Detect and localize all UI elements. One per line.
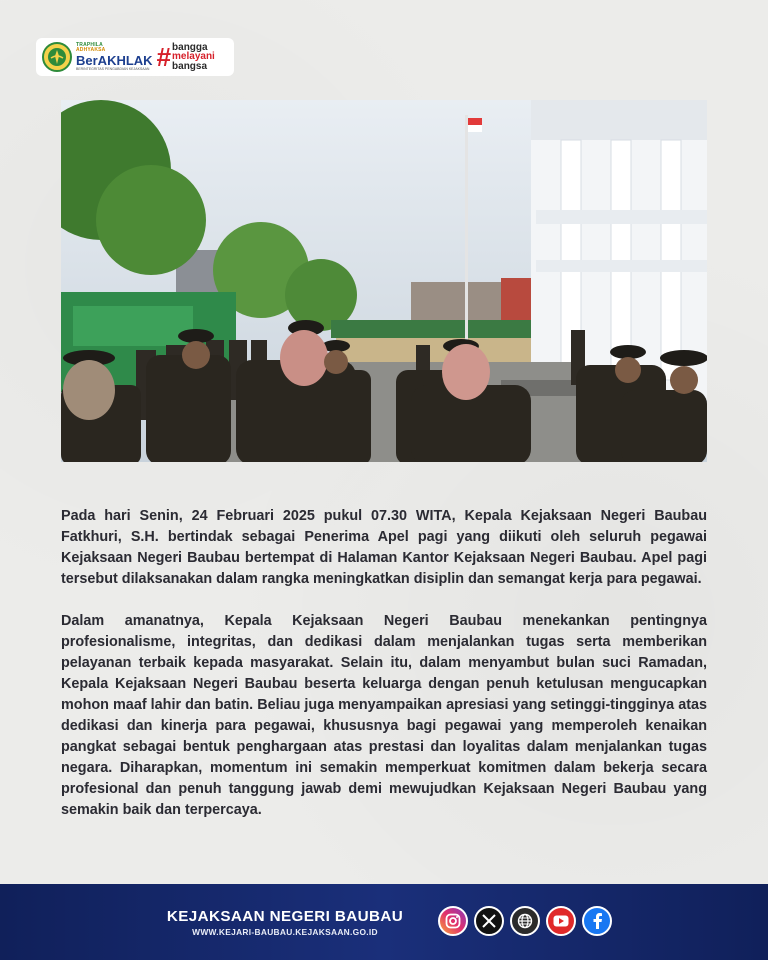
logo-line-2: ADHYAKSA — [76, 46, 106, 53]
brand-logo-badge — [36, 38, 234, 76]
x-icon[interactable] — [474, 906, 504, 936]
logo-bangsa: bangsa — [172, 60, 208, 72]
ceremony-photo — [61, 100, 707, 462]
bangga-melayani-bangsa — [172, 43, 215, 72]
logo-bangga: bangga — [172, 41, 208, 53]
article-paragraph-2: Dalam amanatnya, Kepala Kejaksaan Negeri Baubau menekankan pentingnya profesionalisme, integritas, dan dedikasi dalam menjalankan tugas serta memberikan pelayanan terbaik kepada masyarakat. Selain itu, dalam menyambut bulan suci Ramadan, Kepala Kejaksaan Negeri Baubau beserta keluarga dengan penuh ketulusan mengucapkan mohon maaf lahir dan batin. Beliau juga menyampaikan apresiasi yang setinggi-tingginya atas dedikasi dan kinerja para pegawai, khususnya bagi pegawai yang memperoleh kenaikan pangkat sebagai bentuk penghargaan atas prestasi dan loyalitas dalam menjalankan tugas negara. Diharapkan, momentum ini semakin memperkuat komitmen dalam bekerja secara profesional dan penuh tanggung jawab demi mewujudkan Kejaksaan Negeri Baubau yang semakin baik dan terpercaya. — [61, 613, 707, 818]
logo-berakhlak: BerAKHLAK — [76, 52, 153, 68]
footer-bar — [0, 884, 768, 960]
berakhlak-text-block — [76, 43, 153, 72]
logo-hash-mark: # — [156, 42, 172, 72]
logo-melayani: melayani — [172, 51, 215, 63]
footer-website-url[interactable]: WWW.KEJARI-BAUBAU.KEJAKSAAN.GO.ID — [192, 927, 378, 937]
article-paragraph-1: Pada hari Senin, 24 Februari 2025 pukul 07.30 WITA, Kepala Kejaksaan Negeri Baubau Fatkhuri, S.H. bertindak sebagai Penerima Apel pagi yang diikuti oleh seluruh pegawai Kejaksaan Negeri Baubau bertempat di Halaman Kantor Kejaksaan Negeri Baubau. Apel pagi tersebut dilaksanakan dalam rangka meningkatkan disiplin dan semangat kerja para pegawai. — [61, 508, 707, 587]
article-body — [61, 506, 707, 821]
logo-tagline: BERINTEGRITAS PENGABDIAN KEJAKSAAN — [76, 66, 150, 71]
ceremony-photo-illustration — [61, 100, 707, 462]
footer-organization-name: KEJAKSAAN NEGERI BAUBAU — [166, 908, 404, 925]
kejaksaan-emblem-icon — [42, 42, 72, 72]
youtube-icon[interactable] — [546, 906, 576, 936]
instagram-icon[interactable] — [438, 906, 468, 936]
logo-line-1: TRAPHILA — [76, 41, 103, 48]
globe-icon[interactable] — [510, 906, 540, 936]
facebook-icon[interactable] — [582, 906, 612, 936]
